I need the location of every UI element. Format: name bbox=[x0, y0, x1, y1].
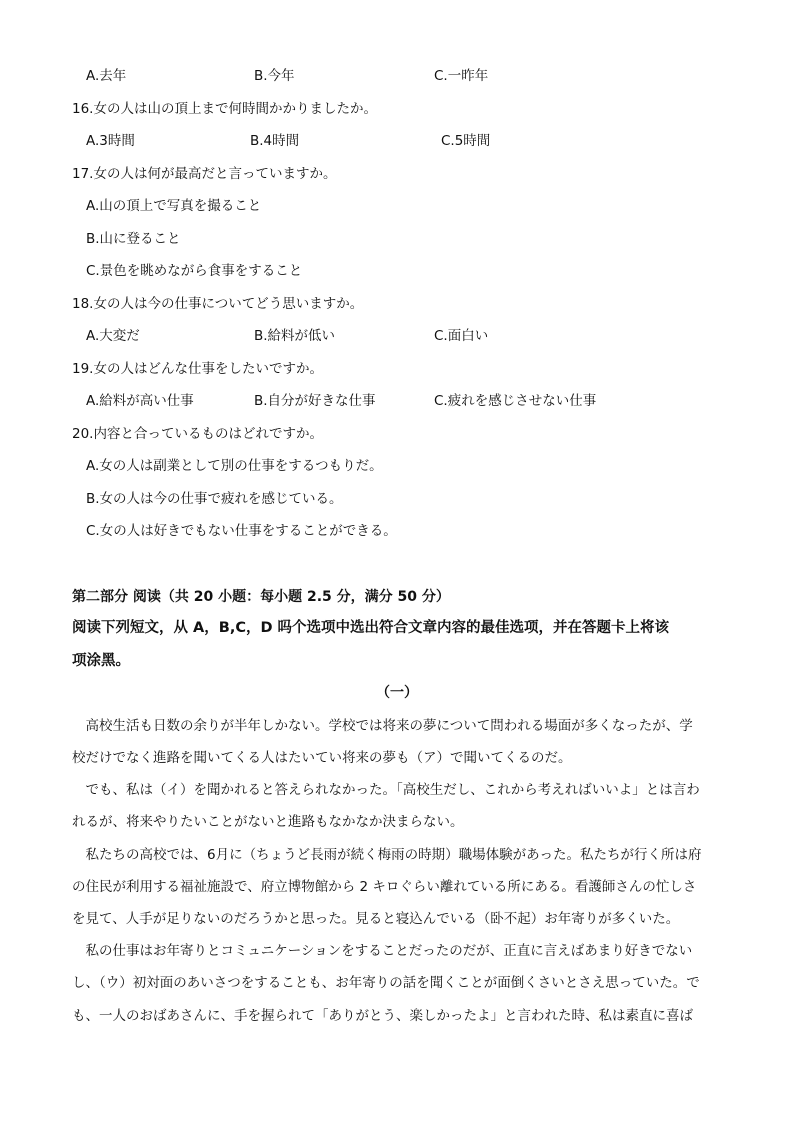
q15-option-a: A.去年 bbox=[86, 68, 127, 84]
q18-stem: 18.女の人は今の仕事についてどう思いますか。 bbox=[72, 296, 364, 312]
q20-option-c: C.女の人は好きでもない仕事をすることができる。 bbox=[86, 523, 397, 539]
q18-option-a: A.大変だ bbox=[86, 328, 140, 344]
part2-heading: 第二部分 阅读（共 20 小题：每小题 2.5 分，满分 50 分） bbox=[72, 589, 450, 605]
passage-p4-line2: し、（ウ）初対面のあいさつをすることも、お年寄りの話を聞くことが面倒くさいとさえ思っていた。で bbox=[72, 975, 700, 991]
passage-p3-line2: の住民が利用する福祉施設で、府立博物館から 2 キロぐらい離れている所にある。看護師さんの忙しさ bbox=[72, 879, 697, 895]
part2-instruction-line1: 阅读下列短文，从 A，B,C，D 吗个选项中选出符合文章内容的最佳选项，并在答题卡上将该 bbox=[72, 620, 670, 636]
q17-option-a: A.山の頂上で写真を撮ること bbox=[86, 198, 262, 214]
part2-instruction-line2: 项涂黑。 bbox=[72, 653, 130, 669]
q15-option-c: C.一昨年 bbox=[434, 68, 489, 84]
passage-p2-line1: でも、私は（イ）を聞かれると答えられなかった。「高校生だし、これから考えればいいよ」とは言わ bbox=[72, 782, 700, 798]
q15-option-b: B.今年 bbox=[254, 68, 295, 84]
passage-p1-line2: 校だけでなく進路を聞いてくる人はたいてい将来の夢も（ア）で聞いてくるのだ。 bbox=[72, 750, 572, 766]
q16-option-b: B.4時間 bbox=[250, 133, 300, 149]
passage-p4-line3: も、一人のおばあさんに、手を握られて「ありがとう、楽しかったよ」と言われた時、私は素直に喜ば bbox=[72, 1008, 693, 1024]
q20-option-b: B.女の人は今の仕事で疲れを感じている。 bbox=[86, 491, 343, 507]
q19-option-a: A.給料が高い仕事 bbox=[86, 393, 194, 409]
passage-p1-line1: 高校生活も日数の余りが半年しかない。学校では将来の夢について問われる場面が多くなったが、学 bbox=[72, 718, 693, 734]
q20-option-a: A.女の人は副業として別の仕事をするつもりだ。 bbox=[86, 458, 383, 474]
q16-option-c: C.5時間 bbox=[441, 133, 491, 149]
q19-stem: 19.女の人はどんな仕事をしたいですか。 bbox=[72, 361, 323, 377]
q20-stem: 20.内容と合っているものはどれですか。 bbox=[72, 426, 323, 442]
passage-p4-line1: 私の仕事はお年寄りとコミュニケーションをすることだったのだが、正直に言えばあまり好きでない bbox=[72, 943, 693, 959]
q18-option-b: B.給料が低い bbox=[254, 328, 336, 344]
q18-option-c: C.面白い bbox=[434, 328, 489, 344]
q17-stem: 17.女の人は何が最高だと言っていますか。 bbox=[72, 166, 337, 182]
passage-p2-line2: れるが、将来やりたいことがないと進路もなかなか決まらない。 bbox=[72, 814, 464, 830]
q16-option-a: A.3時間 bbox=[86, 133, 135, 149]
passage-p3-line1: 私たちの高校では、6月に（ちょうど長雨が続く梅雨の時期）職場体験があった。私たちが行く所は府 bbox=[72, 847, 702, 863]
q19-option-b: B.自分が好きな仕事 bbox=[254, 393, 376, 409]
q16-stem: 16.女の人は山の頂上まで何時間かかりましたか。 bbox=[72, 101, 377, 117]
q19-option-c: C.疲れを感じさせない仕事 bbox=[434, 393, 597, 409]
passage-p3-line3: を見て、人手が足りないのだろうかと思った。見ると寝込んでいる（卧不起）お年寄りが多くいた。 bbox=[72, 911, 680, 927]
q17-option-b: B.山に登ること bbox=[86, 231, 181, 247]
section-number: （一） bbox=[376, 685, 418, 701]
q17-option-c: C.景色を眺めながら食事をすること bbox=[86, 263, 303, 279]
